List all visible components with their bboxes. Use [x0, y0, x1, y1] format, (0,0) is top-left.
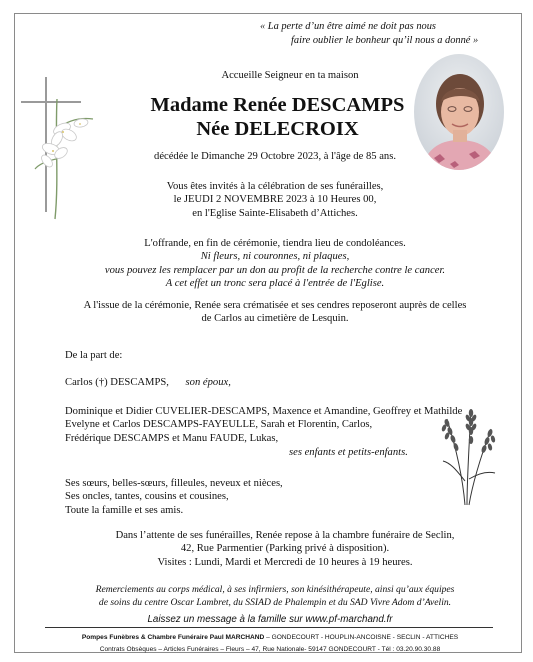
resting-line: Dans l’attente de ses funérailles, Renée repose à la chambre funéraire de Seclin, — [115, 530, 455, 541]
death-notice: décédée le Dimanche 29 Octobre 2023, à l'âge de 85 ans. — [154, 151, 396, 162]
invite-line: le JEUDI 2 NOVEMBRE 2023 à 10 Heures 00, — [173, 194, 377, 206]
thanks-line: de soins du centre Oscar Lambret, du SSIAD de Phalempin et du SAD Vivre Adom d’Avelin. — [98, 597, 452, 608]
other-relatives — [65, 477, 283, 517]
cremation-line: A l'issue de la cérémonie, Renée sera crématisée et ses cendres reposeront auprès de celles — [83, 300, 467, 311]
footer-line-2: Contrats Obsèques – Articles Funéraires – Fleurs – 47, Rue Nationale- 59147 GONDECOURT - Tél : 03.20.90.30.88 — [99, 646, 441, 653]
condolences-line: A cet effet un tronc sera placé à l'entrée de l'Eglise. — [165, 278, 385, 290]
invite-line: Vous êtes invités à la célébration de ses funérailles, — [166, 181, 384, 192]
relatives-line: Toute la famille et ses amis. — [65, 504, 184, 516]
spouse-line — [65, 376, 231, 389]
children-role: ses enfants et petits-enfants. — [289, 447, 408, 458]
footer-divider — [45, 627, 493, 628]
invite-line: en l'Eglise Sainte-Elisabeth d’Attiches. — [192, 207, 358, 219]
obituary-card — [14, 13, 522, 653]
spouse-role: son époux, — [185, 377, 231, 388]
condolences-line: vous pouvez les remplacer par un don au profit de la recherche contre le cancer. — [104, 264, 446, 276]
relatives-line: Ses sœurs, belles-sœurs, filleules, neveux et nièces, — [65, 478, 283, 489]
portrait-photo — [414, 54, 504, 170]
cross-with-lilies-icon — [17, 69, 97, 224]
deceased-name-line: Madame Renée DESCAMPS — [150, 94, 405, 116]
company-name: Pompes Funèbres & Chambre Funéraire Paul MARCHAND — [81, 634, 265, 641]
relatives-line: Ses oncles, tantes, cousins et cousines, — [65, 491, 229, 503]
from-label: De la part de: — [65, 350, 123, 361]
condolences-notice — [75, 237, 475, 291]
condolences-line: L'offrande, en fin de cérémonie, tiendra lieu de condoléances. — [144, 238, 406, 249]
cremation-notice — [55, 299, 495, 326]
welcome-line: Accueille Seigneur en ta maison — [221, 70, 359, 81]
acknowledgements — [45, 583, 505, 609]
footer-line-1 — [35, 632, 505, 644]
quote-line-2: faire oublier le bonheur qu’il nous a donné » — [291, 35, 479, 46]
spouse-name: Carlos (†) DESCAMPS, — [65, 377, 169, 388]
children-list — [65, 405, 465, 445]
children-line: Evelyne et Carlos DESCAMPS-FAYEULLE, Sarah et Florentin, Carlos, — [65, 419, 373, 431]
funeral-home-footer — [35, 632, 505, 656]
resting-line: Visites : Lundi, Mardi et Mercredi de 10 heures à 19 heures. — [157, 556, 413, 568]
quote-line-1: « La perte d’un être aimé ne doit pas nous — [260, 21, 436, 32]
cremation-line: de Carlos au cimetière de Lesquin. — [201, 313, 349, 325]
children-line: Frédérique DESCAMPS et Manu FAUDE, Lukas, — [65, 432, 279, 444]
company-locations: – GONDECOURT - HOUPLIN-ANCOISNE - SECLIN - ATTICHES — [264, 634, 459, 641]
resting-line: 42, Rue Parmentier (Parking privé à disposition). — [180, 543, 390, 555]
maiden-name-line: Née DELECROIX — [196, 118, 359, 140]
deceased-name — [135, 93, 420, 141]
funeral-invitation — [135, 180, 415, 220]
condolences-line: Ni fleurs, ni couronnes, ni plaques, — [200, 251, 350, 263]
children-line: Dominique et Didier CUVELIER-DESCAMPS, Maxence et Amandine, Geoffrey et Mathilde — [65, 406, 463, 417]
epigraph-quote — [165, 20, 495, 48]
wheat-icon — [435, 401, 499, 506]
thanks-line: Remerciements au corps médical, à ses infirmiers, son kinésithérapeute, ainsi qu’aux équipes — [95, 584, 455, 595]
online-message-link[interactable]: Laissez un message à la famille sur www.pf-marchand.fr — [147, 614, 393, 625]
resting-place-info — [105, 529, 465, 569]
